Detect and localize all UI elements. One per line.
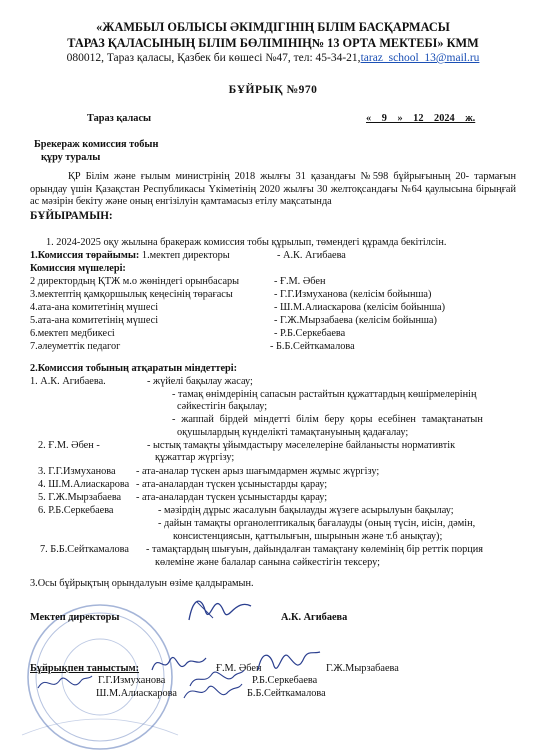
duty-person: 2. Ғ.М. Әбен - [38, 440, 100, 451]
duty-line: - ата-аналардан түскен ұсыныстарды қарау; [136, 492, 328, 503]
duty-person: 5. Г.Ж.Мырзабаева [38, 492, 122, 503]
chair-role: 1.мектеп директоры [141, 250, 230, 261]
duty-line: - жүйелі бақылау жасау; [147, 376, 253, 387]
signature-icon [180, 676, 246, 706]
acquainted-name: Б.Б.Сейткамалова [247, 688, 326, 699]
point-3: 3.Осы бұйрықтың орындалуын өзіме қалдырамын. [30, 578, 254, 589]
member-name: - Г.Г.Измуханова (келісім бойынша) [274, 289, 432, 300]
subject-line-1: Брекераж комиссия тобын [34, 139, 159, 150]
order-city: Тараз қаласы [87, 113, 152, 124]
header-address: 080012, Тараз қаласы, Қазбек би көшесі №47, тел: 45-34-21, [66, 52, 361, 64]
member-role: 6.мектеп медбикесі [30, 328, 115, 339]
chair-row [30, 250, 230, 261]
acquainted-name: Г.Г.Измуханова [98, 675, 166, 686]
duty-line: - мәзірдің дұрыс жасалуын бақылауды жүзеге асырылуын бақылау; [158, 505, 454, 516]
duty-line: құжаттар жүргізу; [155, 452, 235, 463]
preamble-paragraph: ҚР Білім және ғылым министрінің 2018 жылғы 31 қазандағы №598 бұйрығының 20- тармағын орындау үшін Қазақстан Республикасы Үкіметінің 2020 жылғы 30 желтоқсандағы №64 қаулысына бірыңғай ас мәзірін бекіту және оның енгізілуін қамтамасыз етілу мақсатында [30, 171, 516, 208]
duty-line: - жаппай бірдей міндетті білім беру қоры есебінен тамақтанатын [172, 414, 483, 425]
duty-line: сәйкестігін бақылау; [177, 401, 268, 412]
acquainted-name: Г.Ж.Мырзабаева [326, 663, 399, 674]
member-role: 7.әлеуметтік педагог [30, 341, 121, 352]
duty-person: 4. Ш.М.Алиаскарова [38, 479, 130, 490]
order-date: « 9 » 12 2024 ж. [366, 113, 476, 124]
signature-icon [254, 644, 324, 678]
duty-line: консистенциясын, қаттылығын, шырынын және т.б анықтау); [173, 531, 443, 542]
chair-label: 1.Комиссия төрайымы: [30, 250, 140, 261]
duty-line: - ата-аналар түскен арыз шағымдармен жұмыс жүргізу; [136, 466, 380, 477]
acquainted-label: Бұйрықпен таныстым: [30, 663, 140, 674]
duty-person: 6. Р.Б.Серкебаева [38, 505, 114, 516]
duty-line: - тамақ өнімдерінің сапасын растайтын құжаттардың көшірмелерінің [172, 389, 477, 400]
order-title: БҰЙРЫҚ №970 [228, 84, 318, 96]
duty-line: - ата-аналардан түскен ұсыныстарды қарау; [136, 479, 328, 490]
duty-line: - ыстық тамақты ұйымдастыру мәселелеріне байланысты нормативтік [147, 440, 456, 451]
signature-icon [34, 668, 96, 698]
director-name: А.К. Агибаева [281, 612, 348, 623]
member-name: - Ғ.М. Әбен [274, 276, 326, 287]
members-heading: Комиссия мүшелері: [30, 263, 126, 274]
member-role: 5.ата-ана комитетінің мүшесі [30, 315, 159, 326]
member-role: 4.ата-ана комитетінің мүшесі [30, 302, 159, 313]
header-line-1: «ЖАМБЫЛ ОБЛЫСЫ ӘКІМДІГІНІҢ БІЛІМ БАСҚАРМАСЫ [96, 20, 450, 34]
orders-heading: БҰЙЫРАМЫН: [30, 210, 113, 222]
acquainted-name: Ш.М.Алиаскарова [96, 688, 177, 699]
duty-person: 3. Г.Г.Измуханова [38, 466, 116, 477]
subject-line-2: құру туралы [41, 152, 101, 163]
duty-line: - тамақтардың шығуын, дайындалған тамақтану көлемінің бір реттік порция [146, 544, 484, 555]
member-name: - Г.Ж.Мырзабаева (келісім бойынша) [274, 315, 437, 326]
director-signature-icon [183, 590, 255, 630]
director-label: Мектеп директоры [30, 612, 120, 623]
member-name: - Р.Б.Серкебаева [274, 328, 346, 339]
duty-line: оқушылардың күнделікті тамақтануының қадағалау; [177, 427, 409, 438]
point-1: 1. 2024-2025 оқу жылына бракераж комиссия тобы құрылып, төмендегі құрамда бекітілсін. [46, 237, 447, 248]
acquainted-name: Р.Б.Серкебаева [252, 675, 318, 686]
member-role: 2 директордың ҚТЖ м.о жөніндегі орынбасары [30, 276, 240, 287]
duty-person: 1. А.К. Агибаева. [30, 376, 106, 387]
duty-line: - дайын тамақты органолептикалық бағалауды (оның түсін, иісін, дәмін, [158, 518, 476, 529]
duty-person: 7. Б.Б.Сейткамалова [40, 544, 129, 555]
duty-line: көлеміне және балалар санына сәйкестігін тексеру; [155, 557, 381, 568]
acquainted-name: Ғ.М. Әбен [216, 663, 262, 674]
member-role: 3.мектептің қамқоршылық кеңесінің төрағасы [30, 289, 233, 300]
header-email-link[interactable]: taraz_school_13@mail.ru [360, 52, 480, 64]
chair-name: - А.К. Агибаева [277, 250, 346, 261]
header-address-line [0, 52, 546, 64]
header-line-2: ТАРАЗ ҚАЛАСЫНЫҢ БІЛІМ БӨЛІМІНІҢ№ 13 ОРТА МЕКТЕБІ» КММ [67, 36, 479, 50]
member-name: - Ш.М.Алиаскарова (келісім бойынша) [274, 302, 446, 313]
duties-heading: 2.Комиссия тобының атқаратын міндеттері: [30, 363, 238, 374]
member-name: - Б.Б.Сейткамалова [270, 341, 355, 352]
